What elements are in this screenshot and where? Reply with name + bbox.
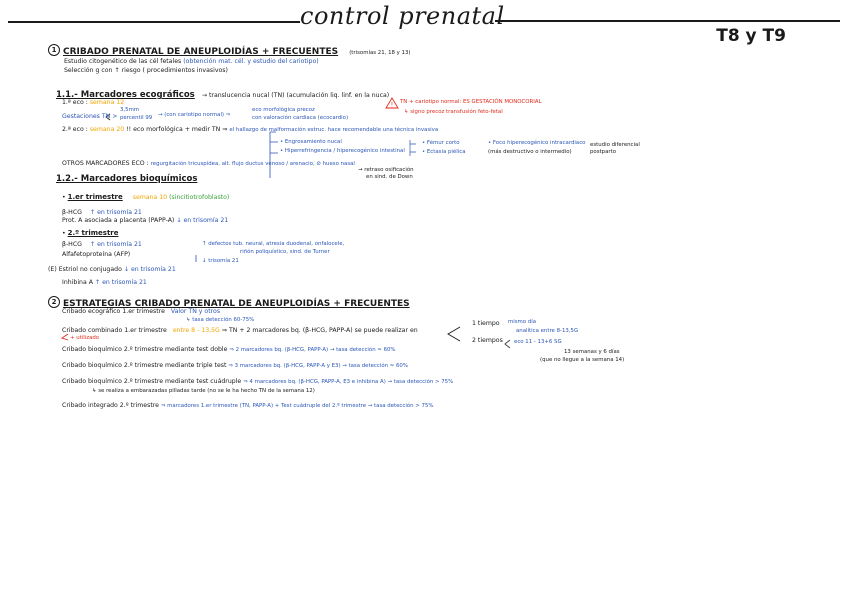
r1-line <box>62 308 220 315</box>
afp-note-3: ↓ trisomía 21 <box>202 258 239 264</box>
marker-7: estudio diferencial postparto <box>590 142 640 155</box>
bhcg2-label: β-HCG <box>62 241 82 248</box>
brace-dos-tiempos <box>505 340 510 348</box>
alert-line-1: TN + cariotipo normal: ES GESTACIÓN MONOCORIAL <box>400 99 542 105</box>
gest-tn: TN > <box>101 113 118 120</box>
eco2-label: 2.ª eco : <box>62 126 88 133</box>
r3-text: ⇒ 2 marcadores bq. (β-HCG, PAPP-A) → tasa detección ≈ 60% <box>229 347 396 353</box>
eco1-week: semana 12 <box>89 99 125 106</box>
inh-note: ↑ en trisomía 21 <box>94 279 147 286</box>
marker-2: • Hiperrefringencia / hiperecogénico intestinal <box>280 148 405 154</box>
p5: con valoración cardiaca (ecocardio) <box>252 115 349 121</box>
r1-value: Valor TN y otros <box>170 308 221 315</box>
r6-label: Cribado integrado 2.º trimestre <box>62 402 159 409</box>
inh-label: Inhibina A <box>62 279 93 286</box>
alert-line-2: ↳ signo precoz transfusión feto-fetal <box>404 109 503 115</box>
r5-label: Cribado bioquímico 2.º trimestre mediante test cuádruple <box>62 378 242 385</box>
tri2-line: • 2.º trimestre <box>62 229 119 237</box>
page-title: control prenatal <box>300 2 505 30</box>
bhcg2-line <box>62 241 142 248</box>
r2-range: entre 8 - 13,5G <box>172 327 220 334</box>
r2-two-times: 2 tiempos <box>472 337 503 344</box>
section-1-title: CRIBADO PRENATAL DE ANEUPLOIDÍAS + FRECUENTES <box>63 47 339 57</box>
title-rule-right <box>495 20 840 22</box>
s1-line1-paren2: y estudio del cariotipo) <box>247 58 319 65</box>
s11-title: 1.1.- Marcadores ecográficos <box>56 90 195 100</box>
s11-title-note: → translucencia nucal (TN) (acumulación liq. linf. en la nuca) <box>201 92 390 99</box>
r6-text: ⇒ marcadores 1.er trimestre (TN, PAPP-A) + Test cuádruple del 2.º trimestre → tasa detección > 75% <box>160 403 434 409</box>
gest-label <box>62 113 117 120</box>
r2-weeks-note: (que no llegue a la semana 14) <box>540 357 625 363</box>
r2-same-day: mismo día <box>508 319 537 325</box>
tri1-note: (sincitiotrofoblasto) <box>169 194 230 201</box>
tri1-line: • 1.er trimestre semana 10 (sincitiotrofoblasto) <box>62 193 230 201</box>
r2-used: + utilizado <box>70 335 100 341</box>
inh-line <box>62 279 147 286</box>
alert-line-2-text: signo precoz transfusión feto-fetal <box>410 109 503 115</box>
r4-label: Cribado bioquímico 2.º trimestre mediante triple test <box>62 362 227 369</box>
afp-note-2: riñón poliquístico, sind. de Turner <box>240 249 330 255</box>
r1-rate: ↳ tasa detección 60-75% <box>186 317 255 323</box>
r2-analytic: analítica entre 8-13,5G <box>516 328 579 334</box>
otros-note-1: → retraso osificación <box>358 167 414 173</box>
afp-label: Alfafetoproteína (AFP) <box>62 251 131 258</box>
afp-note-1: ↑ defectos tub. neural, atresia duodenal, onfalocele, <box>202 241 345 247</box>
r2-weeks: 13 semanas y 6 días <box>564 349 620 355</box>
r1-label: Cribado ecográfico 1.er trimestre <box>62 308 165 315</box>
otros-line <box>62 160 355 167</box>
section-1-number: 1 <box>48 44 60 56</box>
title-rule-left <box>8 21 300 23</box>
otros-note-2: en sind. de Down <box>366 174 413 180</box>
marker-1: • Engrosamiento nucal <box>280 139 342 145</box>
r4-line <box>62 362 408 369</box>
otros-text: regurgitación tricuspídea, alt. flujo ductus venoso / arenacio, ⊘ hueso nasal <box>150 161 355 167</box>
section-2-number: 2 <box>48 296 60 308</box>
r6-line <box>62 402 434 409</box>
r2-eco: eco 11 - 13+6 SG <box>514 339 562 345</box>
r4-text: ⇒ 3 marcadores bq. (β-HCG, PAPP-A y E3) → tasa detección ≈ 60% <box>228 363 408 369</box>
bracket-marcadores <box>270 132 278 178</box>
e3-note: ↓ en trisomía 21 <box>123 266 176 273</box>
section-2-title: ESTRATEGIAS CRIBADO PRENATAL DE ANEUPLOIDÍAS + FRECUENTES <box>63 299 410 309</box>
bracket-femur <box>410 140 416 156</box>
bhcg1-label: β-HCG <box>62 209 82 216</box>
r5-text: ⇒ 4 marcadores bq. (β-HCG, PAPP-A, E3 e inhibina A) → tasa detección > 75% <box>243 379 454 385</box>
r3-label: Cribado bioquímico 2.º trimestre mediante test doble <box>62 346 228 353</box>
otros-label: OTROS MARCADORES ECO : <box>62 160 149 167</box>
section-1-note: (trisomías 21, 18 y 13) <box>349 50 411 56</box>
arrow-utilizado <box>62 334 68 340</box>
marker-6: (más destructivo o intermedio) <box>488 149 572 155</box>
eco1-label: 1.ª eco : <box>62 99 88 106</box>
eco2-week: semana 20 <box>89 126 125 133</box>
eco2-line <box>62 126 438 133</box>
eco2-note: el hallazgo de malformación estruc. hace recomendable una técnica invasiva <box>229 127 439 133</box>
papp-label: Prot. A asociada a placenta (PAPP-A) <box>62 217 175 224</box>
tri1-week: semana 10 <box>132 194 168 201</box>
r2-text: ⇒ TN + 2 marcadores bq. (β-HCG, PAPP-A) se puede realizar en <box>221 327 418 334</box>
p2: percentil 99 <box>120 115 153 121</box>
r1-rate-text: tasa detección 60-75% <box>192 317 255 323</box>
p4: eco morfológica precoz <box>252 107 315 113</box>
bhcg1-note: ↑ en trisomía 21 <box>89 209 142 216</box>
r2-label: Cribado combinado 1.er trimestre <box>62 327 167 334</box>
r2-line <box>62 327 418 334</box>
gest-text: Gestaciones <box>62 113 100 120</box>
r2-one-time: 1 tiempo <box>472 320 500 327</box>
papp-line <box>62 217 228 224</box>
eco2-text: !! eco morfológica + medir TN ⇒ <box>126 126 228 133</box>
r5-line <box>62 378 453 385</box>
marker-5: • Foco hiperecogénico intracardiaco <box>488 140 586 146</box>
s1-line1-paren: (obtención mat. cél. <box>183 58 246 65</box>
p3: → (con cariotipo normal) ⇒ <box>158 112 231 118</box>
section-1-heading <box>48 39 411 58</box>
bhcg1-line <box>62 209 142 216</box>
e3-label: (E) Estriol no conjugado <box>48 266 122 273</box>
topic-label: T8 y T9 <box>716 26 786 46</box>
bhcg2-note: ↑ en trisomía 21 <box>89 241 142 248</box>
eco1-line <box>62 99 124 106</box>
tri2-label: 2.º trimestre <box>67 229 119 237</box>
s1-line1-text: Estudio citogenético de las cél fetales <box>64 58 182 65</box>
papp-note: ↓ en trisomía 21 <box>176 217 229 224</box>
brace-tiempos <box>448 327 460 341</box>
s1-line1 <box>64 58 319 65</box>
marker-3: • Fémur corto <box>422 140 460 146</box>
r5-note: ↳ se realiza a embarazadas pilladas tarde (no se le ha hecho TN de la semana 12) <box>92 388 315 394</box>
s12-title: 1.2.- Marcadores bioquímicos <box>56 174 198 184</box>
e3-line <box>48 266 176 273</box>
marker-4: • Ectasia piélica <box>422 149 466 155</box>
s1-line2: Selección g con ↑ riesgo ( procedimientos invasivos) <box>64 67 228 74</box>
warning-icon-mark: ! <box>390 101 394 109</box>
r3-line <box>62 346 396 353</box>
p1: 3,5mm <box>120 107 140 113</box>
tri1-label: 1.er trimestre <box>67 193 123 201</box>
